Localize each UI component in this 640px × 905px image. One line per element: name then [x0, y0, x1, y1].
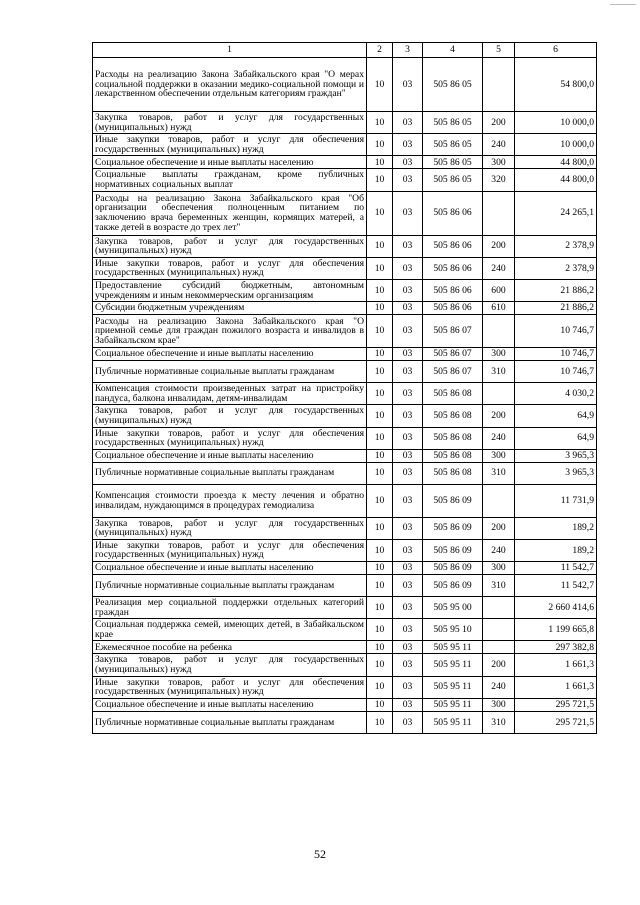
header-row: [93, 43, 597, 58]
table-row: [93, 302, 597, 315]
row-expense-type-cell: 300: [483, 156, 515, 169]
table-row: [93, 279, 597, 301]
row-amount-cell: 11 542,7: [515, 562, 597, 575]
row-amount-cell: 1 661,3: [515, 654, 597, 676]
row-section-cell: 10: [367, 641, 393, 654]
row-expense-type-cell: 200: [483, 517, 515, 539]
row-amount-cell: 10 000,0: [515, 134, 597, 156]
row-expense-type-cell: [483, 597, 515, 619]
row-expense-type-cell: 240: [483, 676, 515, 698]
row-subsection-cell: 03: [393, 156, 423, 169]
row-amount-cell: 11 542,7: [515, 575, 597, 597]
header-cell-expense-type: 5: [483, 43, 515, 58]
row-subsection-cell: 03: [393, 361, 423, 383]
table-row: [93, 169, 597, 191]
row-amount-cell: 2 378,9: [515, 235, 597, 257]
row-subsection-cell: 03: [393, 348, 423, 361]
corner-mark: [610, 4, 636, 5]
row-section-cell: 10: [367, 698, 393, 711]
row-target-article-cell: 505 95 11: [423, 711, 483, 733]
row-section-cell: 10: [367, 112, 393, 134]
row-name-cell: Расходы на реализацию Закона Забайкальского края "О приемной семье для граждан пожилого возраста и инвалидов в Забайкальском крае": [93, 315, 367, 348]
table-row: [93, 676, 597, 698]
row-section-cell: 10: [367, 235, 393, 257]
table-row: [93, 112, 597, 134]
row-subsection-cell: 03: [393, 112, 423, 134]
row-name-cell: Публичные нормативные социальные выплаты гражданам: [93, 711, 367, 733]
row-name-cell: Иные закупки товаров, работ и услуг для обеспечения государственных (муниципальных) нужд: [93, 257, 367, 279]
row-expense-type-cell: [483, 315, 515, 348]
row-amount-cell: 1 661,3: [515, 676, 597, 698]
row-target-article-cell: 505 86 06: [423, 257, 483, 279]
row-name-cell: Иные закупки товаров, работ и услуг для обеспечения государственных (муниципальных) нужд: [93, 134, 367, 156]
row-expense-type-cell: 300: [483, 562, 515, 575]
row-target-article-cell: 505 86 08: [423, 449, 483, 462]
table-row: [93, 315, 597, 348]
row-expense-type-cell: [483, 641, 515, 654]
table-row: [93, 462, 597, 484]
row-name-cell: Субсидии бюджетным учреждениям: [93, 302, 367, 315]
row-section-cell: 10: [367, 449, 393, 462]
row-amount-cell: 1 199 665,8: [515, 619, 597, 641]
row-section-cell: 10: [367, 169, 393, 191]
row-amount-cell: 54 800,0: [515, 58, 597, 112]
row-amount-cell: 64,9: [515, 405, 597, 427]
row-section-cell: 10: [367, 361, 393, 383]
row-target-article-cell: 505 86 05: [423, 134, 483, 156]
row-name-cell: Социальное обеспечение и иные выплаты населению: [93, 698, 367, 711]
row-target-article-cell: 505 86 07: [423, 315, 483, 348]
row-name-cell: Социальное обеспечение и иные выплаты населению: [93, 562, 367, 575]
row-section-cell: 10: [367, 257, 393, 279]
row-name-cell: Публичные нормативные социальные выплаты гражданам: [93, 462, 367, 484]
row-target-article-cell: 505 86 09: [423, 575, 483, 597]
row-section-cell: 10: [367, 711, 393, 733]
row-amount-cell: 11 731,9: [515, 484, 597, 517]
row-name-cell: Иные закупки товаров, работ и услуг для обеспечения государственных (муниципальных) нужд: [93, 427, 367, 449]
row-section-cell: 10: [367, 383, 393, 405]
row-name-cell: Социальное обеспечение и иные выплаты населению: [93, 449, 367, 462]
header-cell-name: 1: [93, 43, 367, 58]
row-expense-type-cell: [483, 619, 515, 641]
row-expense-type-cell: 300: [483, 348, 515, 361]
table-row: [93, 654, 597, 676]
table-row: [93, 405, 597, 427]
row-expense-type-cell: 300: [483, 449, 515, 462]
table-row: [93, 641, 597, 654]
row-name-cell: Иные закупки товаров, работ и услуг для обеспечения государственных (муниципальных) нужд: [93, 539, 367, 561]
header-cell-amount: 6: [515, 43, 597, 58]
row-name-cell: Публичные нормативные социальные выплаты гражданам: [93, 361, 367, 383]
row-target-article-cell: 505 95 00: [423, 597, 483, 619]
row-section-cell: 10: [367, 302, 393, 315]
row-expense-type-cell: 240: [483, 257, 515, 279]
table-row: [93, 711, 597, 733]
row-name-cell: Социальное обеспечение и иные выплаты населению: [93, 348, 367, 361]
row-target-article-cell: 505 86 08: [423, 405, 483, 427]
row-amount-cell: 21 886,2: [515, 302, 597, 315]
row-subsection-cell: 03: [393, 641, 423, 654]
row-amount-cell: 3 965,3: [515, 462, 597, 484]
row-name-cell: Компенсация стоимости проезда к месту лечения и обратно инвалидам, нуждающимся в процедурах гемодиализа: [93, 484, 367, 517]
row-expense-type-cell: 610: [483, 302, 515, 315]
table-row: [93, 698, 597, 711]
row-name-cell: Расходы на реализацию Закона Забайкальского края "Об организации обеспечения полноценным питанием по заключению врача беременных женщин, кормящих матерей, а также детей в возрасте до трех лет": [93, 191, 367, 235]
row-target-article-cell: 505 86 05: [423, 169, 483, 191]
table-row: [93, 191, 597, 235]
header-cell-target-article: 4: [423, 43, 483, 58]
row-target-article-cell: 505 86 05: [423, 112, 483, 134]
row-target-article-cell: 505 86 07: [423, 348, 483, 361]
row-expense-type-cell: [483, 191, 515, 235]
table-row: [93, 562, 597, 575]
row-expense-type-cell: 600: [483, 279, 515, 301]
row-subsection-cell: 03: [393, 484, 423, 517]
row-amount-cell: 295 721,5: [515, 711, 597, 733]
row-subsection-cell: 03: [393, 315, 423, 348]
row-section-cell: 10: [367, 517, 393, 539]
row-expense-type-cell: 200: [483, 654, 515, 676]
row-amount-cell: 10 746,7: [515, 361, 597, 383]
row-expense-type-cell: 240: [483, 539, 515, 561]
row-expense-type-cell: [483, 58, 515, 112]
table-row: [93, 257, 597, 279]
row-subsection-cell: 03: [393, 383, 423, 405]
row-subsection-cell: 03: [393, 517, 423, 539]
row-section-cell: 10: [367, 348, 393, 361]
row-section-cell: 10: [367, 134, 393, 156]
row-section-cell: 10: [367, 315, 393, 348]
row-target-article-cell: 505 86 08: [423, 462, 483, 484]
row-amount-cell: 189,2: [515, 517, 597, 539]
row-target-article-cell: 505 86 09: [423, 484, 483, 517]
row-subsection-cell: 03: [393, 257, 423, 279]
row-name-cell: Социальная поддержка семей, имеющих детей, в Забайкальском крае: [93, 619, 367, 641]
row-amount-cell: 64,9: [515, 427, 597, 449]
row-target-article-cell: 505 86 06: [423, 191, 483, 235]
row-target-article-cell: 505 86 08: [423, 383, 483, 405]
row-section-cell: 10: [367, 676, 393, 698]
row-expense-type-cell: 310: [483, 711, 515, 733]
table-row: [93, 539, 597, 561]
row-subsection-cell: 03: [393, 302, 423, 315]
row-expense-type-cell: 200: [483, 405, 515, 427]
row-subsection-cell: 03: [393, 597, 423, 619]
row-subsection-cell: 03: [393, 462, 423, 484]
row-subsection-cell: 03: [393, 676, 423, 698]
row-target-article-cell: 505 95 11: [423, 641, 483, 654]
row-subsection-cell: 03: [393, 235, 423, 257]
row-expense-type-cell: 300: [483, 698, 515, 711]
row-section-cell: 10: [367, 156, 393, 169]
table-row: [93, 575, 597, 597]
row-subsection-cell: 03: [393, 449, 423, 462]
row-expense-type-cell: 240: [483, 134, 515, 156]
table-row: [93, 517, 597, 539]
row-name-cell: Социальное обеспечение и иные выплаты населению: [93, 156, 367, 169]
row-target-article-cell: 505 86 09: [423, 517, 483, 539]
table-row: [93, 134, 597, 156]
row-name-cell: Социальные выплаты гражданам, кроме публичных нормативных социальных выплат: [93, 169, 367, 191]
row-name-cell: Публичные нормативные социальные выплаты гражданам: [93, 575, 367, 597]
row-subsection-cell: 03: [393, 654, 423, 676]
row-amount-cell: 2 378,9: [515, 257, 597, 279]
row-target-article-cell: 505 95 11: [423, 676, 483, 698]
row-target-article-cell: 505 86 06: [423, 279, 483, 301]
row-amount-cell: 4 030,2: [515, 383, 597, 405]
row-name-cell: Ежемесячное пособие на ребенка: [93, 641, 367, 654]
row-section-cell: 10: [367, 484, 393, 517]
row-target-article-cell: 505 86 09: [423, 562, 483, 575]
row-amount-cell: 10 746,7: [515, 315, 597, 348]
row-amount-cell: 10 000,0: [515, 112, 597, 134]
row-section-cell: 10: [367, 619, 393, 641]
row-name-cell: Закупка товаров, работ и услуг для государственных (муниципальных) нужд: [93, 654, 367, 676]
row-subsection-cell: 03: [393, 134, 423, 156]
row-target-article-cell: 505 95 11: [423, 654, 483, 676]
row-target-article-cell: 505 95 11: [423, 698, 483, 711]
row-expense-type-cell: 320: [483, 169, 515, 191]
row-section-cell: 10: [367, 597, 393, 619]
table-row: [93, 348, 597, 361]
row-section-cell: 10: [367, 654, 393, 676]
row-expense-type-cell: [483, 383, 515, 405]
page-number: 52: [314, 847, 326, 861]
budget-table: [92, 42, 597, 734]
row-target-article-cell: 505 86 06: [423, 302, 483, 315]
row-name-cell: Закупка товаров, работ и услуг для государственных (муниципальных) нужд: [93, 235, 367, 257]
table-row: [93, 484, 597, 517]
row-name-cell: Реализация мер социальной поддержки отдельных категорий граждан: [93, 597, 367, 619]
row-subsection-cell: 03: [393, 711, 423, 733]
row-section-cell: 10: [367, 405, 393, 427]
row-amount-cell: 24 265,1: [515, 191, 597, 235]
row-amount-cell: 295 721,5: [515, 698, 597, 711]
row-amount-cell: 189,2: [515, 539, 597, 561]
row-name-cell: Иные закупки товаров, работ и услуг для обеспечения государственных (муниципальных) нужд: [93, 676, 367, 698]
row-name-cell: Расходы на реализацию Закона Забайкальского края "О мерах социальной поддержки в оказании медико-социальной помощи и лекарственном обеспечении отдельным категориям граждан": [93, 58, 367, 112]
row-subsection-cell: 03: [393, 427, 423, 449]
table-row: [93, 156, 597, 169]
header-cell-section: 2: [367, 43, 393, 58]
row-expense-type-cell: 240: [483, 427, 515, 449]
row-amount-cell: 44 800,0: [515, 169, 597, 191]
row-expense-type-cell: 310: [483, 575, 515, 597]
row-name-cell: Предоставление субсидий бюджетным, автономным учреждениям и иным некоммерческим организациям: [93, 279, 367, 301]
table-row: [93, 383, 597, 405]
row-expense-type-cell: 200: [483, 112, 515, 134]
row-section-cell: 10: [367, 539, 393, 561]
header-cell-subsection: 3: [393, 43, 423, 58]
row-subsection-cell: 03: [393, 562, 423, 575]
row-expense-type-cell: [483, 484, 515, 517]
row-target-article-cell: 505 86 07: [423, 361, 483, 383]
row-target-article-cell: 505 86 08: [423, 427, 483, 449]
row-target-article-cell: 505 86 05: [423, 58, 483, 112]
row-subsection-cell: 03: [393, 405, 423, 427]
row-section-cell: 10: [367, 279, 393, 301]
row-target-article-cell: 505 86 06: [423, 235, 483, 257]
table-row: [93, 361, 597, 383]
row-section-cell: 10: [367, 562, 393, 575]
row-section-cell: 10: [367, 58, 393, 112]
row-expense-type-cell: 200: [483, 235, 515, 257]
row-name-cell: Закупка товаров, работ и услуг для государственных (муниципальных) нужд: [93, 517, 367, 539]
row-name-cell: Закупка товаров, работ и услуг для государственных (муниципальных) нужд: [93, 112, 367, 134]
row-subsection-cell: 03: [393, 619, 423, 641]
row-expense-type-cell: 310: [483, 462, 515, 484]
row-subsection-cell: 03: [393, 539, 423, 561]
row-subsection-cell: 03: [393, 169, 423, 191]
table-row: [93, 449, 597, 462]
table-row: [93, 619, 597, 641]
table-row: [93, 58, 597, 112]
row-section-cell: 10: [367, 427, 393, 449]
row-subsection-cell: 03: [393, 58, 423, 112]
row-section-cell: 10: [367, 191, 393, 235]
row-expense-type-cell: 310: [483, 361, 515, 383]
table-row: [93, 235, 597, 257]
row-amount-cell: 297 382,8: [515, 641, 597, 654]
row-amount-cell: 3 965,3: [515, 449, 597, 462]
row-subsection-cell: 03: [393, 279, 423, 301]
row-name-cell: Компенсация стоимости произведенных затрат на пристройку пандуса, балкона инвалидам, детям-инвалидам: [93, 383, 367, 405]
table-row: [93, 597, 597, 619]
row-amount-cell: 2 660 414,6: [515, 597, 597, 619]
row-subsection-cell: 03: [393, 575, 423, 597]
row-subsection-cell: 03: [393, 698, 423, 711]
row-section-cell: 10: [367, 462, 393, 484]
row-amount-cell: 10 746,7: [515, 348, 597, 361]
row-amount-cell: 44 800,0: [515, 156, 597, 169]
row-target-article-cell: 505 95 10: [423, 619, 483, 641]
row-name-cell: Закупка товаров, работ и услуг для государственных (муниципальных) нужд: [93, 405, 367, 427]
table-row: [93, 427, 597, 449]
row-amount-cell: 21 886,2: [515, 279, 597, 301]
row-target-article-cell: 505 86 05: [423, 156, 483, 169]
row-target-article-cell: 505 86 09: [423, 539, 483, 561]
row-subsection-cell: 03: [393, 191, 423, 235]
row-section-cell: 10: [367, 575, 393, 597]
